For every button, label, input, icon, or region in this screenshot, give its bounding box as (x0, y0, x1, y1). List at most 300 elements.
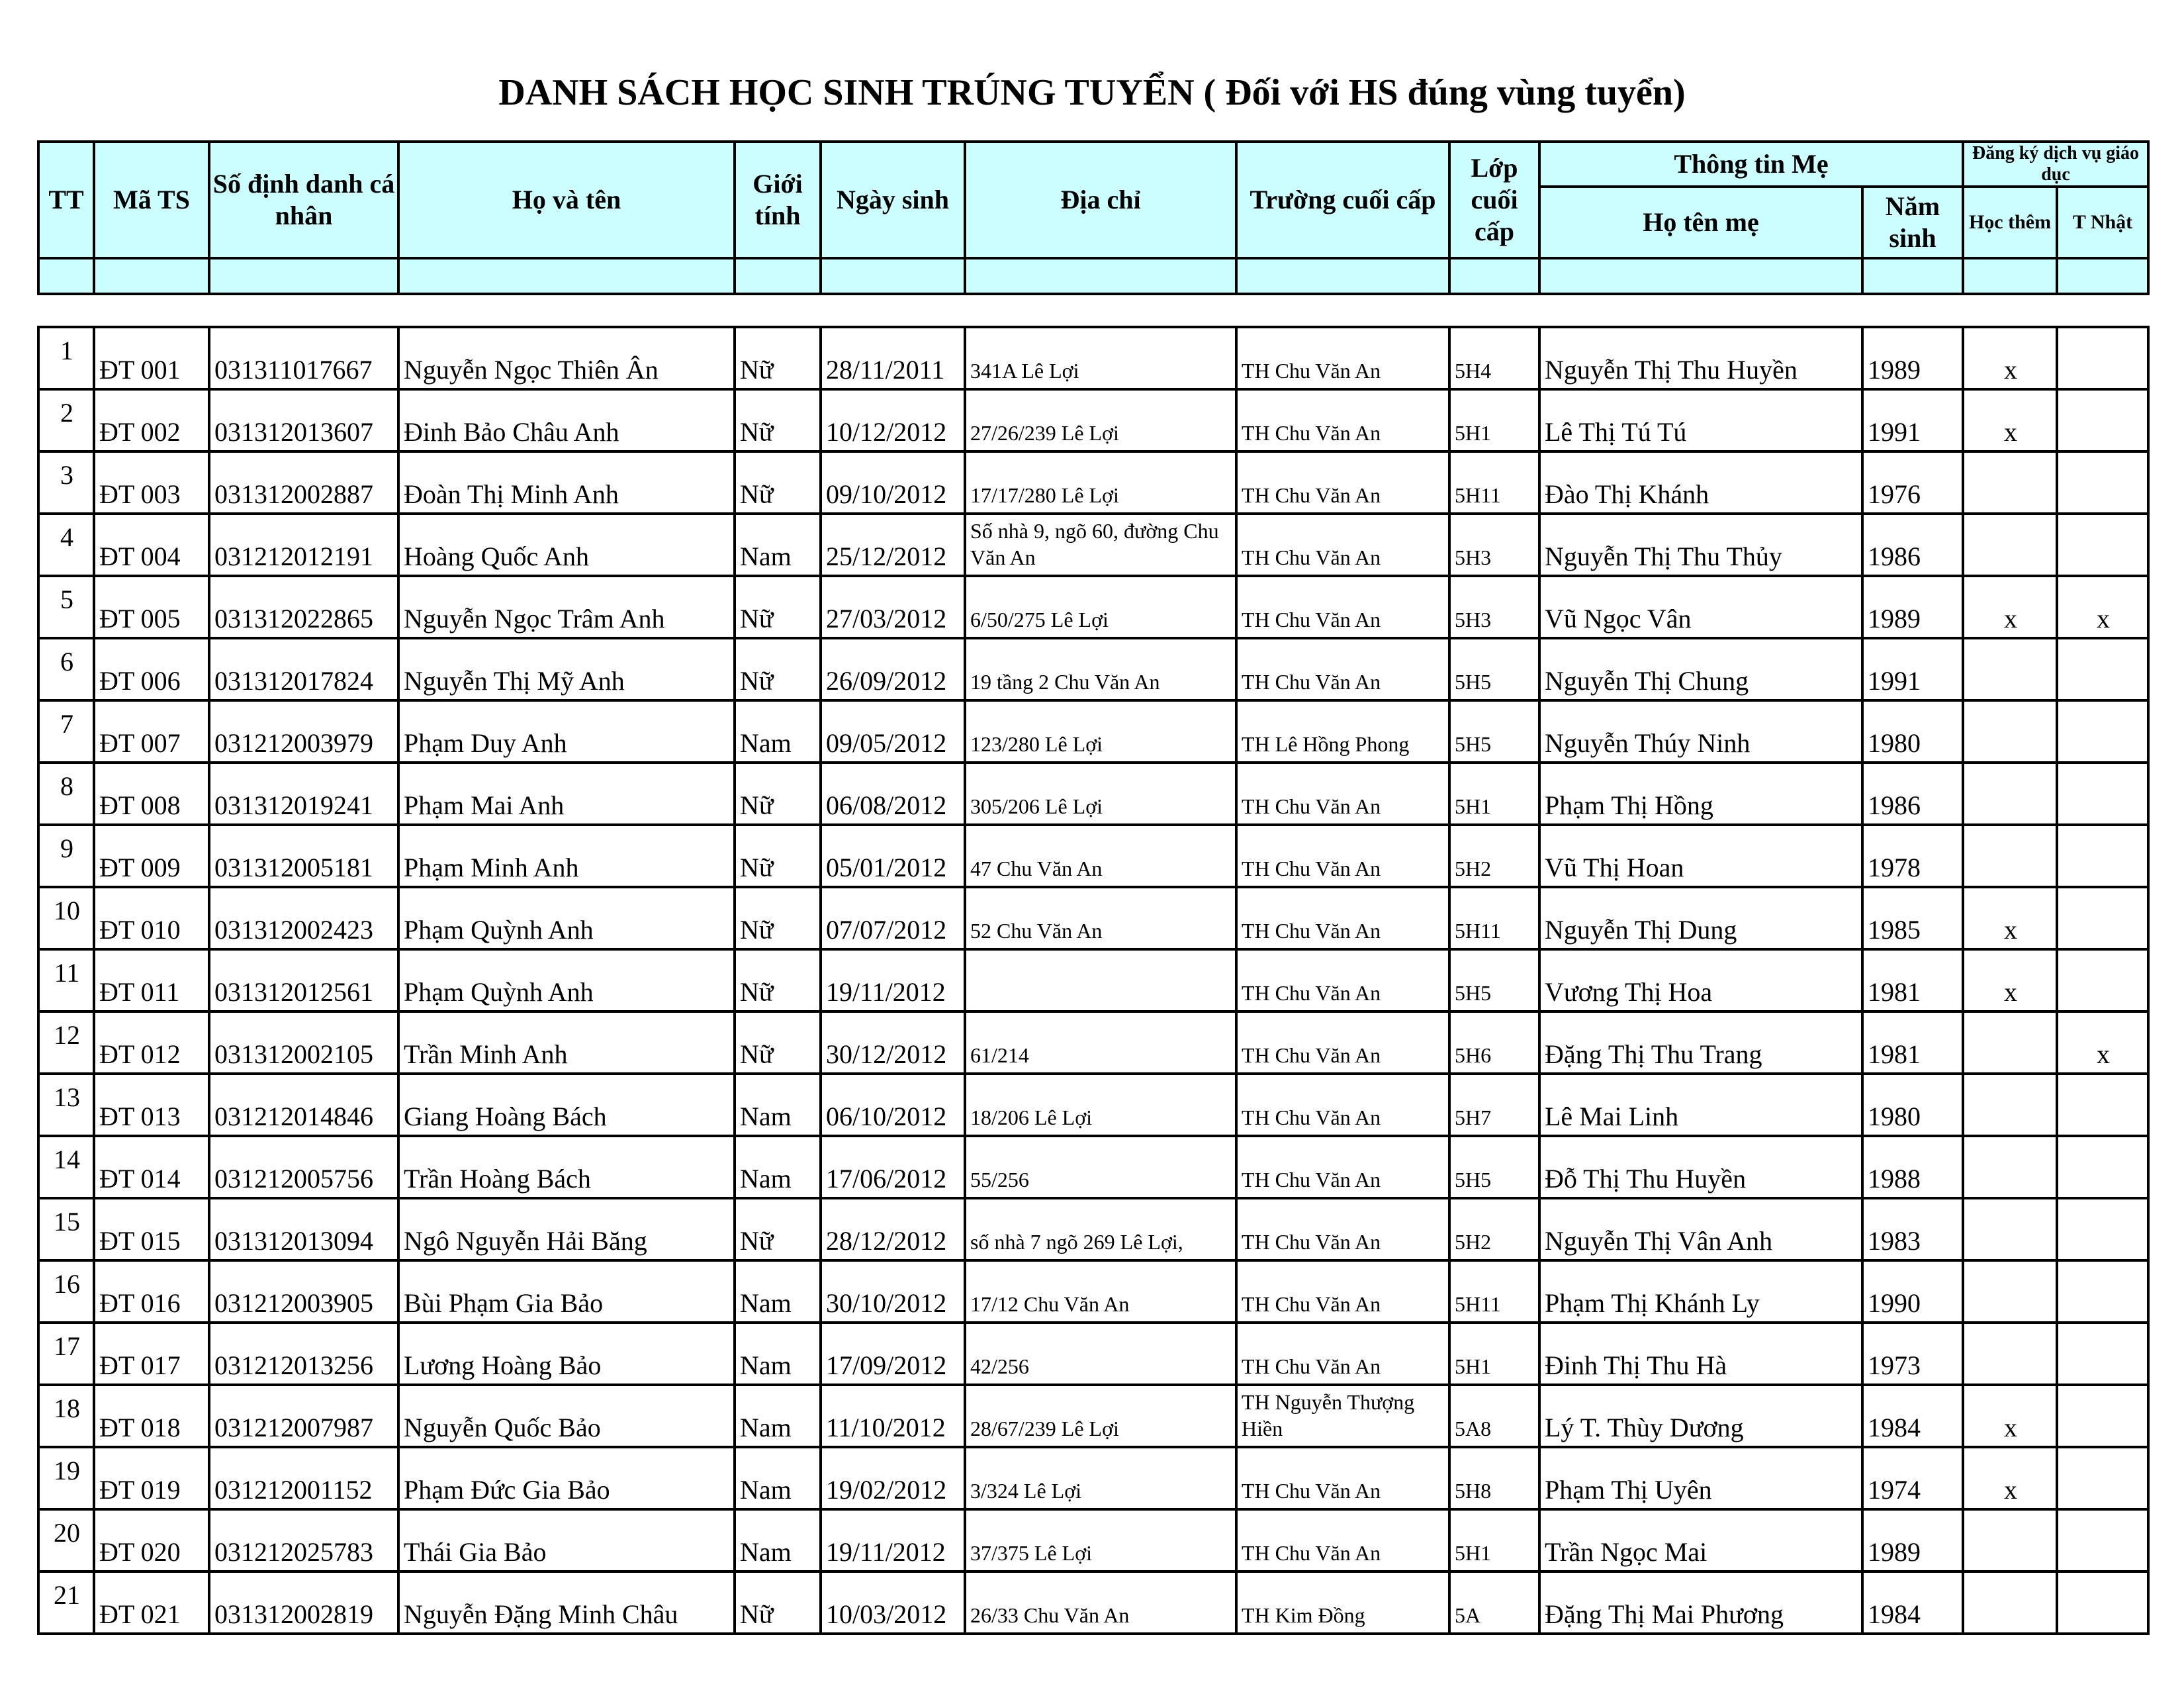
cell-gioi-tinh: Nữ (735, 327, 821, 389)
cell-so-dinh-danh: 031312013607 (209, 389, 398, 451)
cell-ho-ten: Nguyễn Ngọc Thiên Ân (398, 327, 735, 389)
cell-ma-ts: ĐT 013 (94, 1074, 209, 1136)
table-row (38, 1136, 2148, 1198)
cell-t-nhat (2057, 638, 2148, 700)
cell-lop: 5H1 (1449, 389, 1539, 451)
cell-nam-sinh: 1981 (1862, 949, 1963, 1011)
cell-dia-chi: 305/206 Lê Lợi (965, 763, 1236, 825)
cell-t-nhat (2057, 1447, 2148, 1509)
cell-nam-sinh: 1991 (1862, 389, 1963, 451)
table-row (38, 887, 2148, 949)
cell-so-dinh-danh: 031311017667 (209, 327, 398, 389)
admission-table (37, 140, 2150, 1635)
cell-dia-chi: 52 Chu Văn An (965, 887, 1236, 949)
cell-t-nhat (2057, 1323, 2148, 1385)
cell-nam-sinh: 1986 (1862, 514, 1963, 576)
cell-tt: 4 (38, 514, 94, 576)
cell-tt: 1 (38, 327, 94, 389)
cell-dia-chi: 6/50/275 Lê Lợi (965, 576, 1236, 638)
cell-t-nhat (2057, 327, 2148, 389)
cell-ho-ten: Bùi Phạm Gia Bảo (398, 1260, 735, 1323)
table-row (38, 1571, 2148, 1634)
cell-hoc-them (1963, 1509, 2057, 1571)
cell-so-dinh-danh: 031212005756 (209, 1136, 398, 1198)
cell-hoc-them (1963, 1136, 2057, 1198)
cell-truong: TH Chu Văn An (1236, 949, 1449, 1011)
cell-ho-ten: Phạm Đức Gia Bảo (398, 1447, 735, 1509)
cell-gioi-tinh: Nam (735, 1385, 821, 1447)
cell-truong: TH Chu Văn An (1236, 1260, 1449, 1323)
cell-lop: 5H5 (1449, 1136, 1539, 1198)
cell-t-nhat (2057, 949, 2148, 1011)
header-truong: Trường cuối cấp (1236, 142, 1449, 258)
cell-ho-ten-me: Trần Ngọc Mai (1539, 1509, 1862, 1571)
cell-truong: TH Chu Văn An (1236, 1074, 1449, 1136)
cell-t-nhat (2057, 1260, 2148, 1323)
cell-ho-ten-me: Đặng Thị Mai Phương (1539, 1571, 1862, 1634)
table-row (38, 514, 2148, 576)
cell-gioi-tinh: Nam (735, 514, 821, 576)
cell-so-dinh-danh: 031212003905 (209, 1260, 398, 1323)
table-row (38, 1385, 2148, 1447)
cell-hoc-them (1963, 700, 2057, 763)
cell-hoc-them: x (1963, 576, 2057, 638)
cell-gioi-tinh: Nữ (735, 1571, 821, 1634)
cell-so-dinh-danh: 031212013256 (209, 1323, 398, 1385)
cell-ho-ten-me: Nguyễn Thị Chung (1539, 638, 1862, 700)
cell-ngay-sinh: 17/06/2012 (821, 1136, 965, 1198)
cell-hoc-them: x (1963, 1447, 2057, 1509)
cell-dia-chi: Số nhà 9, ngõ 60, đường Chu Văn An (965, 514, 1236, 576)
table-row (38, 576, 2148, 638)
cell-gioi-tinh: Nam (735, 1260, 821, 1323)
cell-nam-sinh: 1986 (1862, 763, 1963, 825)
cell-truong: TH Lê Hồng Phong (1236, 700, 1449, 763)
cell-lop: 5H11 (1449, 451, 1539, 514)
cell-ho-ten: Nguyễn Quốc Bảo (398, 1385, 735, 1447)
cell-ho-ten: Phạm Mai Anh (398, 763, 735, 825)
cell-gioi-tinh: Nam (735, 1323, 821, 1385)
cell-ngay-sinh: 27/03/2012 (821, 576, 965, 638)
cell-ho-ten: Nguyễn Thị Mỹ Anh (398, 638, 735, 700)
cell-lop: 5H2 (1449, 825, 1539, 887)
cell-so-dinh-danh: 031212007987 (209, 1385, 398, 1447)
cell-lop: 5H2 (1449, 1198, 1539, 1260)
cell-truong: TH Kim Đồng (1236, 1571, 1449, 1634)
cell-nam-sinh: 1983 (1862, 1198, 1963, 1260)
table-row (38, 1198, 2148, 1260)
cell-truong: TH Chu Văn An (1236, 1011, 1449, 1074)
cell-dia-chi: 47 Chu Văn An (965, 825, 1236, 887)
cell-ho-ten: Lương Hoàng Bảo (398, 1323, 735, 1385)
header-thong-tin-me: Thông tin Mẹ (1539, 142, 1963, 187)
cell-ho-ten-me: Phạm Thị Khánh Ly (1539, 1260, 1862, 1323)
cell-tt: 10 (38, 887, 94, 949)
cell-dia-chi: 17/12 Chu Văn An (965, 1260, 1236, 1323)
cell-t-nhat (2057, 1074, 2148, 1136)
cell-ho-ten-me: Đào Thị Khánh (1539, 451, 1862, 514)
cell-gioi-tinh: Nữ (735, 451, 821, 514)
table-row (38, 451, 2148, 514)
cell-ngay-sinh: 09/05/2012 (821, 700, 965, 763)
cell-ngay-sinh: 30/10/2012 (821, 1260, 965, 1323)
cell-truong: TH Chu Văn An (1236, 389, 1449, 451)
cell-so-dinh-danh: 031212014846 (209, 1074, 398, 1136)
cell-tt: 15 (38, 1198, 94, 1260)
cell-hoc-them: x (1963, 887, 2057, 949)
table-row (38, 1509, 2148, 1571)
cell-so-dinh-danh: 031212003979 (209, 700, 398, 763)
header-spacer-row (38, 258, 2148, 294)
table-row (38, 1447, 2148, 1509)
table-header (38, 142, 2148, 294)
cell-hoc-them: x (1963, 949, 2057, 1011)
cell-truong: TH Chu Văn An (1236, 638, 1449, 700)
cell-truong: TH Chu Văn An (1236, 887, 1449, 949)
cell-nam-sinh: 1989 (1862, 576, 1963, 638)
cell-ho-ten: Thái Gia Bảo (398, 1509, 735, 1571)
cell-tt: 12 (38, 1011, 94, 1074)
cell-ho-ten-me: Đặng Thị Thu Trang (1539, 1011, 1862, 1074)
cell-ho-ten-me: Lê Mai Linh (1539, 1074, 1862, 1136)
cell-hoc-them: x (1963, 1385, 2057, 1447)
cell-gioi-tinh: Nữ (735, 887, 821, 949)
cell-ma-ts: ĐT 003 (94, 451, 209, 514)
cell-hoc-them: x (1963, 389, 2057, 451)
cell-so-dinh-danh: 031212012191 (209, 514, 398, 576)
cell-ma-ts: ĐT 011 (94, 949, 209, 1011)
table-row (38, 1260, 2148, 1323)
cell-ngay-sinh: 19/11/2012 (821, 1509, 965, 1571)
cell-ho-ten: Phạm Quỳnh Anh (398, 949, 735, 1011)
cell-lop: 5H8 (1449, 1447, 1539, 1509)
header-tt: TT (38, 142, 94, 258)
cell-hoc-them: x (1963, 327, 2057, 389)
cell-dia-chi: 61/214 (965, 1011, 1236, 1074)
cell-so-dinh-danh: 031212025783 (209, 1509, 398, 1571)
cell-ho-ten-me: Đỗ Thị Thu Huyền (1539, 1136, 1862, 1198)
cell-ho-ten: Phạm Quỳnh Anh (398, 887, 735, 949)
cell-ho-ten-me: Nguyễn Thị Thu Huyền (1539, 327, 1862, 389)
cell-hoc-them (1963, 1260, 2057, 1323)
cell-lop: 5A (1449, 1571, 1539, 1634)
cell-tt: 13 (38, 1074, 94, 1136)
cell-gioi-tinh: Nữ (735, 825, 821, 887)
cell-ho-ten-me: Phạm Thị Uyên (1539, 1447, 1862, 1509)
cell-dia-chi: 26/33 Chu Văn An (965, 1571, 1236, 1634)
cell-so-dinh-danh: 031312005181 (209, 825, 398, 887)
cell-nam-sinh: 1981 (1862, 1011, 1963, 1074)
cell-gioi-tinh: Nam (735, 700, 821, 763)
cell-tt: 11 (38, 949, 94, 1011)
cell-lop: 5H6 (1449, 1011, 1539, 1074)
table-row (38, 1323, 2148, 1385)
cell-dia-chi: 27/26/239 Lê Lợi (965, 389, 1236, 451)
cell-ma-ts: ĐT 019 (94, 1447, 209, 1509)
cell-ngay-sinh: 06/08/2012 (821, 763, 965, 825)
cell-gioi-tinh: Nữ (735, 576, 821, 638)
header-hoc-them: Học thêm (1963, 187, 2057, 258)
cell-ho-ten-me: Vương Thị Hoa (1539, 949, 1862, 1011)
cell-so-dinh-danh: 031312002423 (209, 887, 398, 949)
table-body (38, 294, 2148, 1634)
cell-tt: 7 (38, 700, 94, 763)
cell-nam-sinh: 1990 (1862, 1260, 1963, 1323)
cell-hoc-them (1963, 1323, 2057, 1385)
cell-dia-chi: 28/67/239 Lê Lợi (965, 1385, 1236, 1447)
cell-truong: TH Chu Văn An (1236, 1447, 1449, 1509)
cell-ho-ten: Ngô Nguyễn Hải Băng (398, 1198, 735, 1260)
header-ho-ten-me: Họ tên mẹ (1539, 187, 1862, 258)
cell-ho-ten-me: Lý T. Thùy Dương (1539, 1385, 1862, 1447)
cell-lop: 5H11 (1449, 887, 1539, 949)
cell-hoc-them (1963, 1198, 2057, 1260)
cell-so-dinh-danh: 031312022865 (209, 576, 398, 638)
header-gioi-tinh: Giới tính (735, 142, 821, 258)
header-nam-sinh: Năm sinh (1862, 187, 1963, 258)
cell-ngay-sinh: 10/03/2012 (821, 1571, 965, 1634)
cell-dia-chi: 123/280 Lê Lợi (965, 700, 1236, 763)
cell-ho-ten-me: Nguyễn Thị Dung (1539, 887, 1862, 949)
cell-ngay-sinh: 28/11/2011 (821, 327, 965, 389)
header-dia-chi: Địa chỉ (965, 142, 1236, 258)
table-row (38, 700, 2148, 763)
cell-dia-chi (965, 949, 1236, 1011)
cell-ngay-sinh: 19/11/2012 (821, 949, 965, 1011)
cell-truong: TH Chu Văn An (1236, 763, 1449, 825)
cell-hoc-them (1963, 1571, 2057, 1634)
cell-lop: 5H1 (1449, 763, 1539, 825)
cell-gioi-tinh: Nữ (735, 763, 821, 825)
cell-lop: 5H5 (1449, 700, 1539, 763)
cell-ma-ts: ĐT 008 (94, 763, 209, 825)
cell-gioi-tinh: Nữ (735, 638, 821, 700)
cell-ho-ten: Hoàng Quốc Anh (398, 514, 735, 576)
cell-so-dinh-danh: 031312017824 (209, 638, 398, 700)
cell-dia-chi: 3/324 Lê Lợi (965, 1447, 1236, 1509)
cell-lop: 5H1 (1449, 1323, 1539, 1385)
table-row (38, 1011, 2148, 1074)
cell-ngay-sinh: 28/12/2012 (821, 1198, 965, 1260)
cell-ma-ts: ĐT 001 (94, 327, 209, 389)
cell-nam-sinh: 1984 (1862, 1571, 1963, 1634)
cell-gioi-tinh: Nữ (735, 389, 821, 451)
cell-t-nhat: x (2057, 576, 2148, 638)
cell-tt: 19 (38, 1447, 94, 1509)
cell-ma-ts: ĐT 006 (94, 638, 209, 700)
cell-ma-ts: ĐT 018 (94, 1385, 209, 1447)
header-t-nhat: T Nhật (2057, 187, 2148, 258)
cell-ma-ts: ĐT 005 (94, 576, 209, 638)
cell-so-dinh-danh: 031212001152 (209, 1447, 398, 1509)
cell-t-nhat (2057, 514, 2148, 576)
cell-tt: 9 (38, 825, 94, 887)
cell-dia-chi: 19 tầng 2 Chu Văn An (965, 638, 1236, 700)
cell-tt: 2 (38, 389, 94, 451)
cell-t-nhat (2057, 1571, 2148, 1634)
cell-ma-ts: ĐT 017 (94, 1323, 209, 1385)
cell-tt: 14 (38, 1136, 94, 1198)
cell-t-nhat (2057, 763, 2148, 825)
cell-ma-ts: ĐT 015 (94, 1198, 209, 1260)
cell-ngay-sinh: 26/09/2012 (821, 638, 965, 700)
cell-nam-sinh: 1989 (1862, 327, 1963, 389)
cell-ho-ten-me: Đinh Thị Thu Hà (1539, 1323, 1862, 1385)
cell-ma-ts: ĐT 004 (94, 514, 209, 576)
cell-dia-chi: 37/375 Lê Lợi (965, 1509, 1236, 1571)
cell-gioi-tinh: Nữ (735, 949, 821, 1011)
table-row (38, 825, 2148, 887)
table-row (38, 949, 2148, 1011)
header-lop: Lớp cuối cấp (1449, 142, 1539, 258)
cell-truong: TH Nguyễn Thượng Hiền (1236, 1385, 1449, 1447)
cell-t-nhat (2057, 1198, 2148, 1260)
cell-ma-ts: ĐT 016 (94, 1260, 209, 1323)
cell-ho-ten: Phạm Duy Anh (398, 700, 735, 763)
cell-ngay-sinh: 10/12/2012 (821, 389, 965, 451)
cell-t-nhat (2057, 1509, 2148, 1571)
cell-ma-ts: ĐT 002 (94, 389, 209, 451)
cell-ho-ten: Đoàn Thị Minh Anh (398, 451, 735, 514)
cell-tt: 6 (38, 638, 94, 700)
cell-nam-sinh: 1984 (1862, 1385, 1963, 1447)
cell-hoc-them (1963, 451, 2057, 514)
cell-so-dinh-danh: 031312013094 (209, 1198, 398, 1260)
cell-so-dinh-danh: 031312002819 (209, 1571, 398, 1634)
header-ho-ten: Họ và tên (398, 142, 735, 258)
header-dang-ky: Đăng ký dịch vụ giáo dục (1963, 142, 2148, 187)
cell-t-nhat: x (2057, 1011, 2148, 1074)
cell-ma-ts: ĐT 007 (94, 700, 209, 763)
cell-gioi-tinh: Nam (735, 1136, 821, 1198)
cell-truong: TH Chu Văn An (1236, 1509, 1449, 1571)
cell-dia-chi: 18/206 Lê Lợi (965, 1074, 1236, 1136)
cell-gioi-tinh: Nữ (735, 1011, 821, 1074)
cell-t-nhat (2057, 451, 2148, 514)
cell-nam-sinh: 1988 (1862, 1136, 1963, 1198)
cell-gioi-tinh: Nam (735, 1447, 821, 1509)
cell-truong: TH Chu Văn An (1236, 1198, 1449, 1260)
cell-hoc-them (1963, 825, 2057, 887)
cell-t-nhat (2057, 887, 2148, 949)
cell-lop: 5H3 (1449, 514, 1539, 576)
cell-ho-ten-me: Nguyễn Thúy Ninh (1539, 700, 1862, 763)
header-so-dinh-danh: Số định danh cá nhân (209, 142, 398, 258)
cell-lop: 5H5 (1449, 949, 1539, 1011)
cell-truong: TH Chu Văn An (1236, 327, 1449, 389)
cell-nam-sinh: 1991 (1862, 638, 1963, 700)
cell-ho-ten: Giang Hoàng Bách (398, 1074, 735, 1136)
cell-ma-ts: ĐT 020 (94, 1509, 209, 1571)
cell-t-nhat (2057, 1385, 2148, 1447)
cell-tt: 21 (38, 1571, 94, 1634)
cell-dia-chi: 55/256 (965, 1136, 1236, 1198)
cell-tt: 17 (38, 1323, 94, 1385)
cell-lop: 5H4 (1449, 327, 1539, 389)
cell-ngay-sinh: 05/01/2012 (821, 825, 965, 887)
cell-ngay-sinh: 07/07/2012 (821, 887, 965, 949)
cell-gioi-tinh: Nam (735, 1074, 821, 1136)
cell-dia-chi: số nhà 7 ngõ 269 Lê Lợi, (965, 1198, 1236, 1260)
table-row (38, 327, 2148, 389)
cell-tt: 16 (38, 1260, 94, 1323)
cell-hoc-them (1963, 763, 2057, 825)
cell-ho-ten-me: Lê Thị Tú Tú (1539, 389, 1862, 451)
cell-tt: 8 (38, 763, 94, 825)
cell-tt: 18 (38, 1385, 94, 1447)
cell-truong: TH Chu Văn An (1236, 514, 1449, 576)
cell-truong: TH Chu Văn An (1236, 1136, 1449, 1198)
cell-nam-sinh: 1985 (1862, 887, 1963, 949)
cell-ma-ts: ĐT 012 (94, 1011, 209, 1074)
cell-so-dinh-danh: 031312002105 (209, 1011, 398, 1074)
cell-ho-ten-me: Nguyễn Thị Vân Anh (1539, 1198, 1862, 1260)
cell-nam-sinh: 1976 (1862, 451, 1963, 514)
cell-gioi-tinh: Nữ (735, 1198, 821, 1260)
cell-ho-ten-me: Vũ Thị Hoan (1539, 825, 1862, 887)
cell-ma-ts: ĐT 014 (94, 1136, 209, 1198)
cell-dia-chi: 341A Lê Lợi (965, 327, 1236, 389)
cell-ma-ts: ĐT 009 (94, 825, 209, 887)
cell-t-nhat (2057, 825, 2148, 887)
cell-hoc-them (1963, 514, 2057, 576)
cell-so-dinh-danh: 031312002887 (209, 451, 398, 514)
cell-truong: TH Chu Văn An (1236, 576, 1449, 638)
cell-ho-ten-me: Nguyễn Thị Thu Thủy (1539, 514, 1862, 576)
cell-nam-sinh: 1973 (1862, 1323, 1963, 1385)
cell-ho-ten: Nguyễn Đặng Minh Châu (398, 1571, 735, 1634)
cell-nam-sinh: 1989 (1862, 1509, 1963, 1571)
cell-lop: 5A8 (1449, 1385, 1539, 1447)
cell-t-nhat (2057, 700, 2148, 763)
cell-truong: TH Chu Văn An (1236, 825, 1449, 887)
table-row (38, 763, 2148, 825)
cell-ho-ten-me: Phạm Thị Hồng (1539, 763, 1862, 825)
table-row (38, 389, 2148, 451)
cell-lop: 5H11 (1449, 1260, 1539, 1323)
cell-lop: 5H7 (1449, 1074, 1539, 1136)
cell-hoc-them (1963, 638, 2057, 700)
cell-truong: TH Chu Văn An (1236, 451, 1449, 514)
cell-ngay-sinh: 25/12/2012 (821, 514, 965, 576)
cell-ho-ten: Phạm Minh Anh (398, 825, 735, 887)
cell-so-dinh-danh: 031312019241 (209, 763, 398, 825)
cell-ho-ten-me: Vũ Ngọc Vân (1539, 576, 1862, 638)
cell-ho-ten: Nguyễn Ngọc Trâm Anh (398, 576, 735, 638)
cell-t-nhat (2057, 389, 2148, 451)
cell-ngay-sinh: 19/02/2012 (821, 1447, 965, 1509)
cell-ho-ten: Trần Hoàng Bách (398, 1136, 735, 1198)
cell-dia-chi: 17/17/280 Lê Lợi (965, 451, 1236, 514)
cell-ngay-sinh: 06/10/2012 (821, 1074, 965, 1136)
table-row (38, 638, 2148, 700)
cell-lop: 5H3 (1449, 576, 1539, 638)
cell-nam-sinh: 1980 (1862, 700, 1963, 763)
cell-t-nhat (2057, 1136, 2148, 1198)
cell-lop: 5H5 (1449, 638, 1539, 700)
cell-gioi-tinh: Nam (735, 1509, 821, 1571)
page-title: DANH SÁCH HỌC SINH TRÚNG TUYỂN ( Đối với HS đúng vùng tuyển) (498, 72, 1686, 113)
cell-ngay-sinh: 11/10/2012 (821, 1385, 965, 1447)
cell-ngay-sinh: 30/12/2012 (821, 1011, 965, 1074)
cell-tt: 3 (38, 451, 94, 514)
cell-ho-ten: Trần Minh Anh (398, 1011, 735, 1074)
cell-nam-sinh: 1974 (1862, 1447, 1963, 1509)
cell-ho-ten: Đinh Bảo Châu Anh (398, 389, 735, 451)
header-ngay-sinh: Ngày sinh (821, 142, 965, 258)
cell-ma-ts: ĐT 010 (94, 887, 209, 949)
cell-dia-chi: 42/256 (965, 1323, 1236, 1385)
